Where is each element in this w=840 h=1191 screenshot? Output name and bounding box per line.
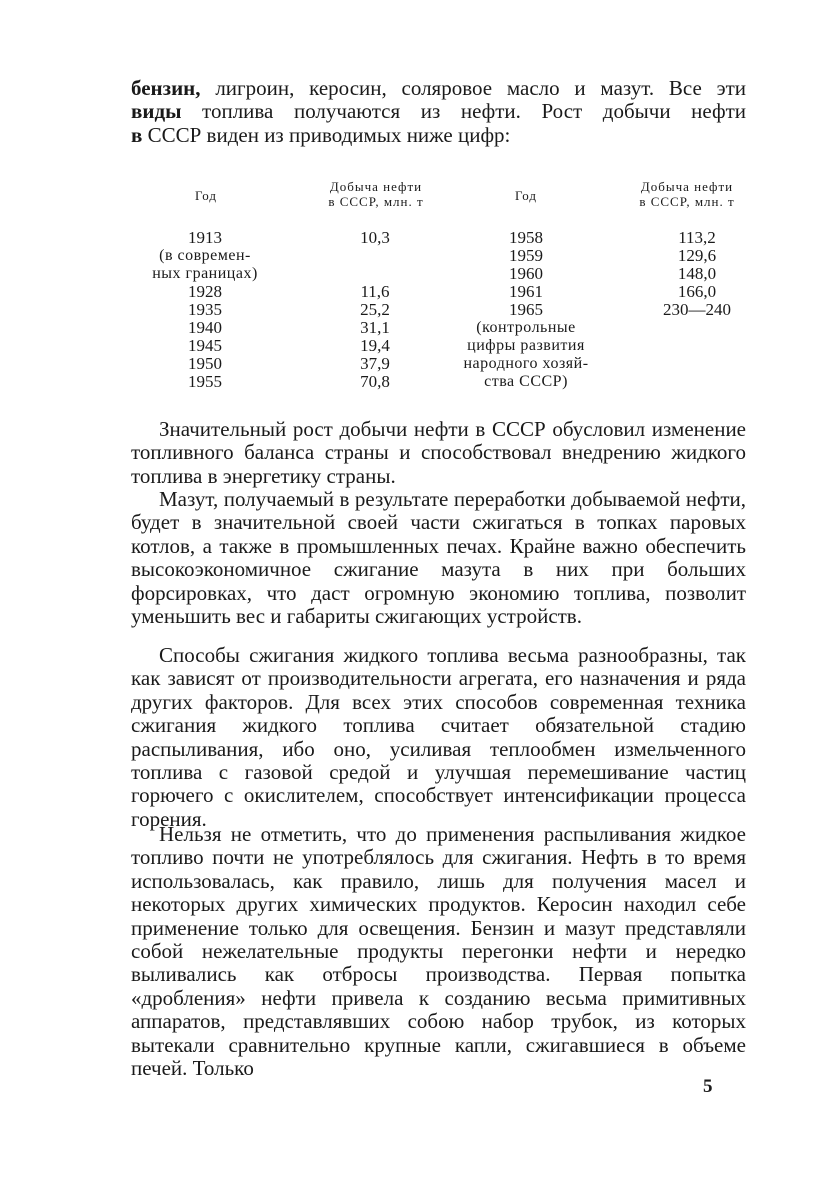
paragraph-1: Значительный рост добычи нефти в СССР обусловил изменение топливного баланса страны и способствовал внедрению жидкого топлива в энергетику страны.: [131, 417, 746, 488]
table-cell-value: 113,2: [678, 228, 716, 247]
table-cell-value: 25,2: [360, 300, 390, 319]
table-cell-note: (контрольные: [476, 319, 576, 336]
right-year-column: [452, 229, 600, 391]
left-year-column: [130, 229, 280, 391]
table-cell-value: 11,6: [360, 282, 390, 301]
header-production-left-line1: Добыча нефти: [329, 179, 423, 194]
table-cell-value: 70,8: [360, 372, 390, 391]
table-cell-year: 1935: [188, 300, 222, 319]
table-cell-note: цифры развития: [467, 337, 585, 354]
header-year-right: Год: [514, 188, 538, 203]
table-cell-year: 1913: [188, 228, 222, 247]
paragraph-4: Нельзя не отметить, что до применения распыливания жидкое топливо почти не употреблялось для сжигания. Нефть в то время использовалась, как правило, лишь для получения масел и некоторых других химических продуктов. Керосин находил себе применение только для освещения. Бензин и мазут представляли собой нежелательные продукты перегонки нефти и нередко выливались как отбросы производства. Первая попытка «дробления» нефти привела к созданию весьма примитивных аппаратов, представлявших собою набор трубок, из которых вытекали сравнительно крупные капли, сжигавшиеся в объеме печей. Только: [131, 822, 746, 1081]
table-cell-year: (в современ-: [159, 247, 251, 264]
table-cell-year: 1959: [509, 246, 543, 265]
table-cell-value: 37,9: [360, 354, 390, 373]
header-production-left-line2: в СССР, млн. т: [328, 194, 424, 209]
header-year-left: Год: [194, 188, 218, 203]
table-cell-year: 1961: [509, 282, 543, 301]
table-cell-value: 230—240: [663, 300, 731, 319]
table-cell-year: 1965: [509, 300, 543, 319]
table-cell-value: [652, 319, 742, 337]
table-cell-value: 166,0: [677, 282, 717, 301]
left-value-column: [340, 229, 410, 391]
table-cell-year: 1940: [188, 318, 222, 337]
table-cell-value: 31,1: [360, 318, 390, 337]
table-cell-year: 1958: [509, 228, 543, 247]
table-cell-year: ных границах): [152, 265, 258, 282]
table-cell-note: народного хозяй-: [463, 355, 589, 372]
header-production-right-line2: в СССР, млн. т: [639, 194, 735, 209]
header-production-right-line1: Добыча нефти: [640, 179, 734, 194]
intro-line-1: бензин, лигроин, керосин, соляровое масло и мазут. Все эти: [131, 76, 746, 100]
table-cell-value: 19,4: [360, 336, 390, 355]
table-cell-year: 1960: [509, 264, 543, 283]
intro-paragraph: [131, 77, 746, 147]
intro-line-2: виды топлива получаются из нефти. Рост добычи нефти: [131, 99, 746, 124]
paragraph-2: Мазут, получаемый в результате переработки добываемой нефти, будет в значительной своей части сжигаться в топках паровых котлов, а также в промышленных печах. Крайне важно обеспечить высокоэкономичное сжигание мазута в них при больших форсировках, что даст огромную экономию топлива, позволит уменьшить вес и габариты сжигающих устройств.: [131, 487, 746, 629]
table-cell-year: 1928: [188, 282, 222, 301]
table-cell-value: [340, 247, 410, 265]
table-cell-value: [340, 265, 410, 283]
table-cell-year: 1955: [188, 372, 222, 391]
page-number: 5: [703, 1076, 713, 1097]
paragraph-3: Способы сжигания жидкого топлива весьма разнообразны, так как зависят от производительности агрегата, его назначения и ряда других факторов. Для всех этих способов современная техника сжигания жидкого топлива считает обязательной стадию распыливания, ибо оно, усиливая теплообмен измельченного топлива с газовой средой и улучшая перемешивание частиц горючего с окислителем, способствует интенсификации процесса горения.: [131, 643, 746, 831]
right-value-column: [652, 229, 742, 391]
table-cell-note: ства СССР): [484, 373, 568, 390]
table-cell-year: 1950: [188, 354, 222, 373]
table-cell-value: 10,3: [360, 228, 390, 247]
table-cell-value: [652, 373, 742, 391]
intro-line-3: в СССР виден из приводимых ниже цифр:: [131, 122, 511, 147]
table-cell-year: 1945: [188, 336, 222, 355]
table-cell-value: 129,6: [677, 246, 717, 265]
table-cell-value: [652, 355, 742, 373]
table-cell-value: [652, 337, 742, 355]
table-cell-value: 148,0: [677, 264, 717, 283]
